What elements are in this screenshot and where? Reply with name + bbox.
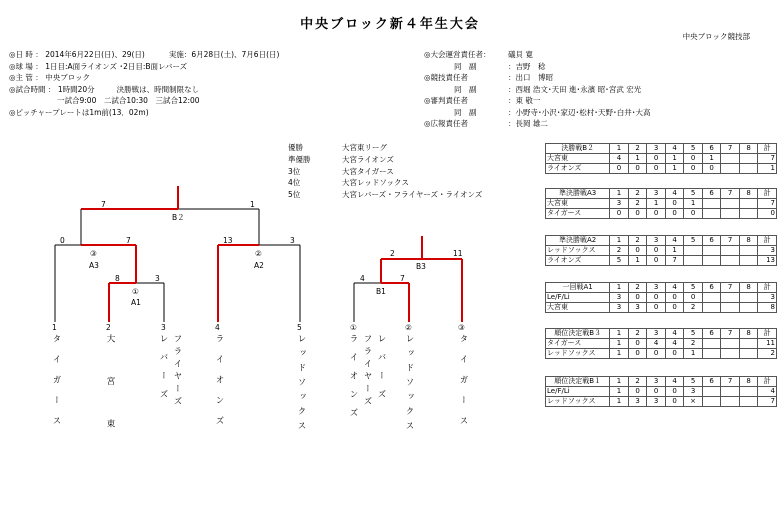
inning-header: 1 xyxy=(610,144,629,154)
inning-header: 4 xyxy=(665,283,684,293)
total-cell: 0 xyxy=(758,209,777,219)
inning-cell: 4 xyxy=(665,339,684,349)
inning-header: 6 xyxy=(702,236,721,246)
score-label: 11 xyxy=(453,249,463,258)
inning-cell xyxy=(702,397,721,407)
seed-number: 3 xyxy=(161,323,166,332)
inning-header: 6 xyxy=(702,283,721,293)
inning-cell: 1 xyxy=(684,199,703,209)
info-label: ◎ピッチャープレートは1m前(13．02m) xyxy=(9,107,149,117)
score-label: 1 xyxy=(250,200,255,209)
team-label: 大宮東 xyxy=(105,334,115,462)
inning-header: 7 xyxy=(721,144,740,154)
staff-value: ：小野寺･小沢･家辺･松村･天野･白井･大高 xyxy=(508,107,651,117)
team-name-omiya-higashi xyxy=(103,334,115,467)
inning-header: 2 xyxy=(628,283,647,293)
team-name-red-sox-2 xyxy=(402,334,414,441)
inning-cell: 0 xyxy=(628,164,647,174)
staff-value: ：西堀 浩文･天田 進･永濱 昭･宮武 宏光 xyxy=(508,84,642,94)
score-header-row xyxy=(546,144,777,154)
inning-header: 8 xyxy=(739,283,758,293)
score-row xyxy=(546,293,777,303)
game-label: B２ xyxy=(172,213,185,222)
inning-cell: 1 xyxy=(702,154,721,164)
match-order: ① xyxy=(350,323,357,332)
team-label: ライオンズ xyxy=(348,334,358,427)
game-label: A1 xyxy=(131,298,141,307)
seed-number: 4 xyxy=(215,323,220,332)
inning-header: 8 xyxy=(739,377,758,387)
inning-cell xyxy=(702,246,721,256)
inning-cell: 0 xyxy=(665,349,684,359)
team-name-lions xyxy=(212,334,224,442)
match-order: ③ xyxy=(90,249,97,258)
total-cell: 3 xyxy=(758,293,777,303)
team-cell: ライオンズ xyxy=(546,164,610,174)
inning-header: 8 xyxy=(739,329,758,339)
inning-cell: 2 xyxy=(628,199,647,209)
info-label: ◎試合時間 ： xyxy=(9,84,56,94)
score-label: 0 xyxy=(60,236,65,245)
team-cell: Le/F/Li xyxy=(546,293,610,303)
team-label: ライオンズ xyxy=(214,334,224,437)
score-table-round1-a1 xyxy=(545,282,777,313)
total-cell: 8 xyxy=(758,303,777,313)
inning-cell: 0 xyxy=(702,164,721,174)
inning-cell: 0 xyxy=(628,246,647,256)
inning-cell: 1 xyxy=(610,339,629,349)
inning-header: 7 xyxy=(721,329,740,339)
inning-cell: 0 xyxy=(628,339,647,349)
score-header-row xyxy=(546,283,777,293)
team-name-tigers xyxy=(49,334,61,442)
inning-header: 3 xyxy=(647,144,666,154)
inning-cell: 2 xyxy=(684,303,703,313)
inning-cell: 0 xyxy=(647,246,666,256)
inning-cell xyxy=(721,154,740,164)
inning-header: 7 xyxy=(721,283,740,293)
inning-cell xyxy=(721,293,740,303)
inning-header: 3 xyxy=(647,329,666,339)
info-value: 1日目:A面ライオンズ ･2日目:B面レバーズ xyxy=(45,61,188,71)
team-label: レバーズ xyxy=(158,334,168,408)
inning-cell xyxy=(702,387,721,397)
inning-cell: 3 xyxy=(610,303,629,313)
team-cell: 大宮東 xyxy=(546,154,610,164)
inning-cell: 3 xyxy=(610,199,629,209)
inning-cell xyxy=(702,293,721,303)
inning-cell xyxy=(739,256,758,266)
inning-cell: 1 xyxy=(665,246,684,256)
total-cell: 1 xyxy=(758,164,777,174)
score-label: 13 xyxy=(223,236,233,245)
rank-team: 大宮東リーグ xyxy=(342,143,387,152)
inning-cell xyxy=(702,339,721,349)
total-header: 計 xyxy=(758,144,777,154)
inning-cell: 0 xyxy=(684,164,703,174)
inning-cell: 0 xyxy=(647,387,666,397)
inning-cell xyxy=(739,199,758,209)
inning-cell: 0 xyxy=(665,199,684,209)
inning-cell xyxy=(702,209,721,219)
match-order: ② xyxy=(255,249,262,258)
inning-cell: 1 xyxy=(665,164,684,174)
inning-cell: 0 xyxy=(665,209,684,219)
inning-header: 1 xyxy=(610,236,629,246)
score-table-semi-a3 xyxy=(545,188,777,219)
inning-cell: 0 xyxy=(665,387,684,397)
inning-cell: 0 xyxy=(647,303,666,313)
inning-header: 6 xyxy=(702,329,721,339)
total-header: 計 xyxy=(758,189,777,199)
inning-header: 5 xyxy=(684,189,703,199)
inning-cell: 0 xyxy=(684,293,703,303)
rank-label: 5位 xyxy=(288,190,301,200)
inning-cell xyxy=(721,209,740,219)
score-label: 3 xyxy=(290,236,295,245)
inning-cell xyxy=(702,256,721,266)
inning-header: 5 xyxy=(684,377,703,387)
inning-cell: 0 xyxy=(628,387,647,397)
info-extra: 決勝戦は、時間制限なし xyxy=(116,84,200,94)
staff-value: ：出口 博昭 xyxy=(508,73,553,82)
inning-header: 5 xyxy=(684,283,703,293)
seed-number: 1 xyxy=(52,323,57,332)
inning-cell xyxy=(721,339,740,349)
inning-header: 3 xyxy=(647,283,666,293)
inning-header: 5 xyxy=(684,144,703,154)
score-label: 4 xyxy=(360,274,365,283)
match-order: ③ xyxy=(458,323,465,332)
score-row xyxy=(546,339,777,349)
inning-cell: 1 xyxy=(610,387,629,397)
inning-header: 6 xyxy=(702,144,721,154)
inning-cell xyxy=(721,164,740,174)
rank-label: 準優勝 xyxy=(288,154,311,164)
match-order: ② xyxy=(405,323,412,332)
inning-cell: 1 xyxy=(647,199,666,209)
inning-cell: 4 xyxy=(610,154,629,164)
game-label: A2 xyxy=(254,261,264,270)
inning-header: 3 xyxy=(647,189,666,199)
team-cell: タイガース xyxy=(546,339,610,349)
inning-cell: 3 xyxy=(628,397,647,407)
score-row xyxy=(546,154,777,164)
team-cell: レッドソックス xyxy=(546,397,610,407)
seed-number: 2 xyxy=(106,323,111,332)
inning-cell: 0 xyxy=(647,209,666,219)
inning-header: 1 xyxy=(610,329,629,339)
match-order: ① xyxy=(132,287,139,296)
staff-label: ◎競技責任者 xyxy=(424,73,469,82)
inning-header: 5 xyxy=(684,236,703,246)
score-label: 8 xyxy=(115,274,120,283)
inning-cell: 3 xyxy=(610,293,629,303)
game-label: B3 xyxy=(416,262,426,271)
total-cell: 7 xyxy=(758,397,777,407)
inning-cell: 1 xyxy=(610,349,629,359)
team-label: タイガース xyxy=(51,334,61,437)
score-label: 7 xyxy=(126,236,131,245)
team-cell: Le/F/Li xyxy=(546,387,610,397)
inning-cell xyxy=(721,199,740,209)
inning-header: 3 xyxy=(647,236,666,246)
inning-cell xyxy=(739,387,758,397)
total-cell: 11 xyxy=(758,339,777,349)
inning-cell: 1 xyxy=(628,256,647,266)
staff-label: ◎大会運営責任者： xyxy=(424,50,491,59)
staff-label: ◎広報責任者 xyxy=(424,119,469,128)
inning-header: 2 xyxy=(628,144,647,154)
inning-cell xyxy=(721,246,740,256)
inning-cell: 0 xyxy=(610,164,629,174)
inning-cell: 2 xyxy=(610,246,629,256)
total-header: 計 xyxy=(758,236,777,246)
inning-cell: 0 xyxy=(647,154,666,164)
score-table-placement-b3 xyxy=(545,328,777,359)
score-table-semi-a2 xyxy=(545,235,777,266)
score-label: 2 xyxy=(390,249,395,258)
team-name-tigers-2 xyxy=(456,334,468,442)
inning-cell: 5 xyxy=(610,256,629,266)
rank-team: 大宮タイガース xyxy=(342,166,394,176)
staff-value: ：吉野 稔 xyxy=(508,61,546,71)
inning-header: 8 xyxy=(739,144,758,154)
inning-header: 2 xyxy=(628,377,647,387)
inning-header: 2 xyxy=(628,329,647,339)
score-row xyxy=(546,303,777,313)
team-label: レッドソックス xyxy=(404,334,414,436)
inning-cell: 1 xyxy=(610,397,629,407)
score-row xyxy=(546,256,777,266)
info-label: ◎球 場 ： xyxy=(9,61,43,71)
score-row xyxy=(546,397,777,407)
team-label: タイガース xyxy=(458,334,468,437)
inning-header: 3 xyxy=(647,377,666,387)
inning-header: 1 xyxy=(610,283,629,293)
inning-cell: 0 xyxy=(647,256,666,266)
inning-cell: 0 xyxy=(647,293,666,303)
inning-cell: 0 xyxy=(665,303,684,313)
team-cell: タイガース xyxy=(546,209,610,219)
inning-header: 4 xyxy=(665,377,684,387)
info-label: ◎主 管 ： xyxy=(9,73,43,82)
inning-cell: 7 xyxy=(665,256,684,266)
info-value: 1時間20分 xyxy=(57,84,95,94)
inning-cell xyxy=(739,349,758,359)
score-label: 3 xyxy=(155,274,160,283)
staff-value: ：長岡 雄二 xyxy=(508,119,548,128)
inning-cell xyxy=(721,256,740,266)
staff-label: 同 副 xyxy=(454,61,477,71)
score-row xyxy=(546,199,777,209)
inning-header: 4 xyxy=(665,329,684,339)
inning-header: 5 xyxy=(684,329,703,339)
inning-cell: 0 xyxy=(610,209,629,219)
game-title: 準決勝戦A2 xyxy=(546,236,610,246)
inning-cell xyxy=(702,303,721,313)
game-title: 準決勝戦A3 xyxy=(546,189,610,199)
inning-cell xyxy=(702,199,721,209)
total-cell: 13 xyxy=(758,256,777,266)
inning-header: 2 xyxy=(628,189,647,199)
team-cell: 大宮東 xyxy=(546,199,610,209)
game-title: 順位決定戦B１ xyxy=(546,377,610,387)
rank-label: 4位 xyxy=(288,178,301,188)
team-name-levers-2 xyxy=(374,334,386,413)
info-value: 中央ブロック xyxy=(45,73,91,82)
inning-cell: 3 xyxy=(647,397,666,407)
rank-team: 大宮レッドソックス xyxy=(342,178,409,188)
inning-cell xyxy=(721,303,740,313)
total-cell: 7 xyxy=(758,154,777,164)
inning-cell: 0 xyxy=(665,293,684,303)
staff-label: 同 副 xyxy=(454,84,477,94)
inning-cell xyxy=(739,246,758,256)
rank-label: 3位 xyxy=(288,166,301,176)
game-title: 順位決定戦B３ xyxy=(546,329,610,339)
team-cell: 大宮東 xyxy=(546,303,610,313)
total-header: 計 xyxy=(758,377,777,387)
inning-cell: × xyxy=(684,397,703,407)
info-label: ◎日 時 ： xyxy=(9,50,43,59)
game-title: 一回戦A1 xyxy=(546,283,610,293)
seed-number: 5 xyxy=(297,323,302,332)
game-label: A3 xyxy=(89,261,99,270)
team-cell: ライオンズ xyxy=(546,256,610,266)
inning-header: 8 xyxy=(739,236,758,246)
rank-team: 大宮レバーズ・フライヤーズ・ライオンズ xyxy=(342,190,483,200)
total-cell: 3 xyxy=(758,246,777,256)
score-row xyxy=(546,164,777,174)
page-title: 中央ブロック新４年生大会 xyxy=(300,17,480,32)
inning-cell: 0 xyxy=(684,209,703,219)
game-label: B1 xyxy=(376,287,386,296)
team-name-flyers xyxy=(170,334,182,414)
team-name-lions-2 xyxy=(346,334,358,432)
score-table-final xyxy=(545,143,777,174)
inning-header: 4 xyxy=(665,236,684,246)
inning-cell: 0 xyxy=(628,293,647,303)
score-label: 7 xyxy=(101,200,106,209)
score-header-row xyxy=(546,377,777,387)
inning-cell xyxy=(702,349,721,359)
inning-header: 8 xyxy=(739,189,758,199)
inning-header: 7 xyxy=(721,189,740,199)
inning-cell: 0 xyxy=(647,164,666,174)
inning-cell: 1 xyxy=(628,154,647,164)
score-row xyxy=(546,209,777,219)
inning-header: 7 xyxy=(721,236,740,246)
rank-team: 大宮ライオンズ xyxy=(342,154,394,164)
inning-cell xyxy=(739,164,758,174)
inning-cell xyxy=(684,256,703,266)
inning-cell: 0 xyxy=(647,349,666,359)
inning-cell: 3 xyxy=(684,387,703,397)
inning-cell xyxy=(739,397,758,407)
total-cell: 7 xyxy=(758,199,777,209)
inning-cell xyxy=(739,293,758,303)
team-cell: レッドソックス xyxy=(546,349,610,359)
total-header: 計 xyxy=(758,329,777,339)
organizer-label: 中央ブロック競技部 xyxy=(682,32,750,41)
info-value: 2014年6月22日(日)、29(日) xyxy=(45,50,145,59)
inning-cell xyxy=(721,349,740,359)
game-title: 決勝戦B２ xyxy=(546,144,610,154)
team-name-levers xyxy=(156,334,168,413)
inning-cell xyxy=(684,246,703,256)
total-header: 計 xyxy=(758,283,777,293)
inning-header: 4 xyxy=(665,189,684,199)
inning-cell xyxy=(739,209,758,219)
info-value: 一試合9:00 二試合10:30 三試合12:00 xyxy=(57,96,200,105)
inning-cell: 0 xyxy=(628,349,647,359)
inning-cell: 0 xyxy=(684,154,703,164)
inning-cell: 0 xyxy=(628,209,647,219)
score-row xyxy=(546,246,777,256)
team-label: フライヤーズ xyxy=(362,334,372,409)
inning-cell xyxy=(739,303,758,313)
inning-header: 4 xyxy=(665,144,684,154)
inning-cell xyxy=(739,154,758,164)
inning-cell: 0 xyxy=(665,397,684,407)
inning-header: 6 xyxy=(702,377,721,387)
total-cell: 2 xyxy=(758,349,777,359)
total-cell: 4 xyxy=(758,387,777,397)
score-row xyxy=(546,349,777,359)
inning-cell: 2 xyxy=(684,339,703,349)
inning-cell: 3 xyxy=(628,303,647,313)
team-cell: レッドソックス xyxy=(546,246,610,256)
rank-label: 優勝 xyxy=(288,143,303,152)
team-name-flyers-2 xyxy=(360,334,372,414)
staff-label: 同 副 xyxy=(454,107,477,117)
inning-cell: 1 xyxy=(665,154,684,164)
staff-value: 礒貝 寛 xyxy=(508,50,533,59)
inning-cell xyxy=(721,387,740,397)
score-header-row xyxy=(546,329,777,339)
inning-header: 1 xyxy=(610,377,629,387)
info-extra: 実施：6月28日(土)、7月6日(日) xyxy=(168,50,280,59)
team-label: レバーズ xyxy=(376,334,386,408)
inning-header: 7 xyxy=(721,377,740,387)
inning-cell xyxy=(739,339,758,349)
inning-cell xyxy=(721,397,740,407)
inning-header: 1 xyxy=(610,189,629,199)
score-label: 7 xyxy=(400,274,405,283)
inning-header: 2 xyxy=(628,236,647,246)
score-header-row xyxy=(546,236,777,246)
inning-cell: 1 xyxy=(684,349,703,359)
inning-header: 6 xyxy=(702,189,721,199)
staff-label: ◎審判責任者 xyxy=(424,96,469,105)
team-name-red-sox xyxy=(294,334,306,441)
staff-value: ：東 敬一 xyxy=(508,96,541,105)
score-row xyxy=(546,387,777,397)
score-header-row xyxy=(546,189,777,199)
inning-cell: 4 xyxy=(647,339,666,349)
score-table-placement-b1 xyxy=(545,376,777,407)
team-label: レッドソックス xyxy=(296,334,306,436)
team-label: フライヤーズ xyxy=(172,334,182,409)
